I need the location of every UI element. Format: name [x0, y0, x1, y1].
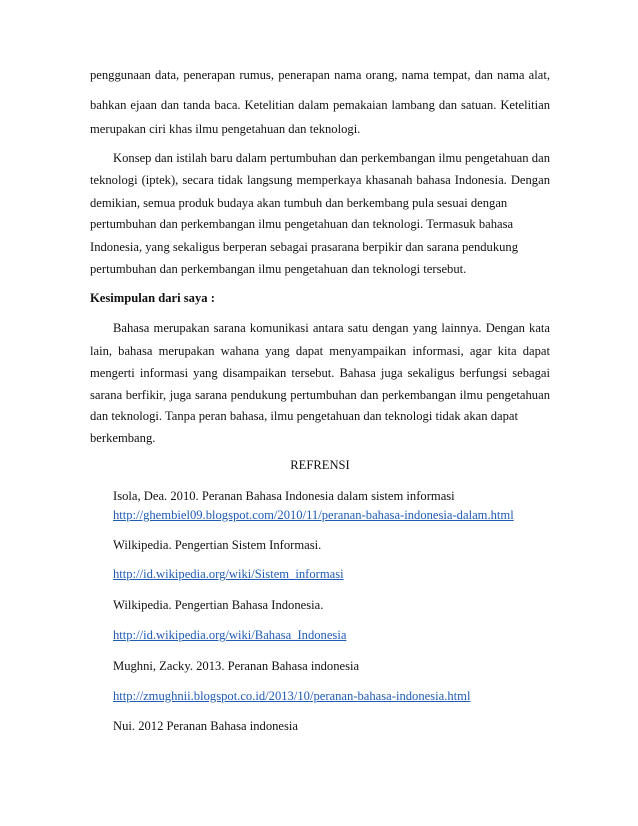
- conclusion-heading: Kesimpulan dari saya :: [90, 291, 215, 305]
- paragraph-2-line: demikian, semua produk budaya akan tumbuh dan berkembang pula sesuai dengan: [90, 196, 508, 210]
- references-heading: REFRENSI: [290, 458, 350, 472]
- paragraph-3-line: sarana berfikir, juga sarana pendukung pertumbuhan dan perkembangan ilmu pengetahuan: [90, 388, 550, 402]
- reference-citation: Mughni, Zacky. 2013. Peranan Bahasa indonesia: [113, 659, 360, 673]
- paragraph-2-line: Konsep dan istilah baru dalam pertumbuhan dan perkembangan ilmu pengetahuan dan: [113, 151, 550, 165]
- reference-citation: Isola, Dea. 2010. Peranan Bahasa Indonesia dalam sistem informasi: [113, 489, 455, 503]
- paragraph-3-line: mengerti informasi yang disampaikan tersebut. Bahasa juga sekaligus berfungsi sebagai: [90, 366, 550, 380]
- paragraph-1-line: penggunaan data, penerapan rumus, penerapan nama orang, nama tempat, dan nama alat,: [90, 68, 550, 82]
- reference-link[interactable]: http://ghembiel09.blogspot.com/2010/11/peranan-bahasa-indonesia-dalam.html: [113, 508, 514, 522]
- paragraph-2-line: pertumbuhan dan perkembangan ilmu pengetahuan dan teknologi tersebut.: [90, 262, 467, 276]
- reference-citation: Wilkipedia. Pengertian Sistem Informasi.: [113, 538, 322, 552]
- reference-citation: Wilkipedia. Pengertian Bahasa Indonesia.: [113, 598, 324, 612]
- paragraph-1-line: merupakan ciri khas ilmu pengetahuan dan teknologi.: [90, 122, 361, 136]
- paragraph-3-line: Bahasa merupakan sarana komunikasi antara satu dengan yang lainnya. Dengan kata: [113, 321, 550, 335]
- paragraph-3-line: berkembang.: [90, 431, 156, 445]
- paragraph-3-line: dan teknologi. Tanpa peran bahasa, ilmu pengetahuan dan teknologi tidak akan dapat: [90, 409, 518, 423]
- reference-link[interactable]: http://zmughnii.blogspot.co.id/2013/10/peranan-bahasa-indonesia.html: [113, 689, 471, 703]
- reference-citation: Nui. 2012 Peranan Bahasa indonesia: [113, 719, 299, 733]
- paragraph-3-line: lain, bahasa merupakan wahana yang dapat menyampaikan informasi, agar kita dapat: [90, 344, 550, 358]
- paragraph-2-line: teknologi (iptek), secara tidak langsung memperkaya khasanah bahasa Indonesia. Dengan: [90, 173, 550, 187]
- reference-link[interactable]: http://id.wikipedia.org/wiki/Sistem_informasi: [113, 567, 344, 581]
- reference-link[interactable]: http://id.wikipedia.org/wiki/Bahasa_Indonesia: [113, 628, 347, 642]
- paragraph-2-line: pertumbuhan dan perkembangan ilmu pengetahuan dan teknologi. Termasuk bahasa: [90, 217, 514, 231]
- paragraph-2-line: Indonesia, yang sekaligus berperan sebagai prasarana berpikir dan sarana pendukung: [90, 240, 519, 254]
- paragraph-1-line: bahkan ejaan dan tanda baca. Ketelitian dalam pemakaian lambang dan satuan. Ketelitian: [90, 98, 550, 112]
